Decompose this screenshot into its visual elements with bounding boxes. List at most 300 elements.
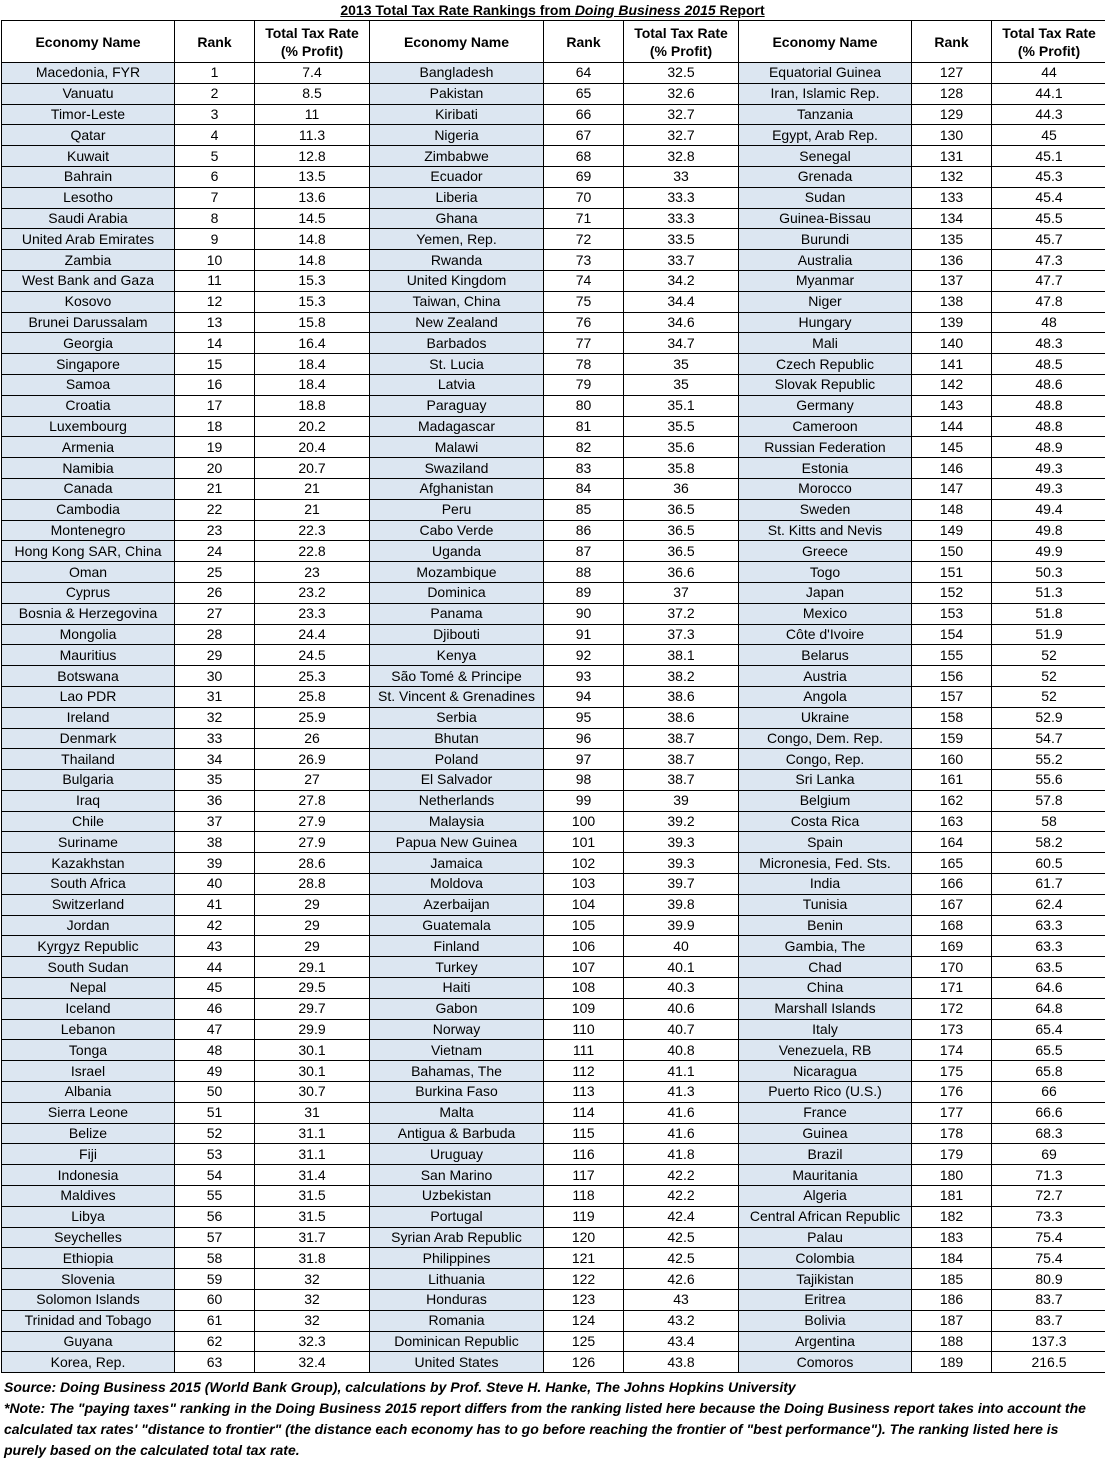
economy-name-cell: Maldives — [2, 1186, 175, 1207]
tax-rate-cell: 18.8 — [255, 395, 370, 416]
tax-rate-cell: 29.9 — [255, 1019, 370, 1040]
tax-rate-cell: 66 — [992, 1082, 1105, 1103]
tax-rate-cell: 39.3 — [624, 853, 739, 874]
economy-name-cell: Cameroon — [739, 416, 912, 437]
rank-cell: 94 — [544, 686, 624, 707]
rank-cell: 71 — [544, 208, 624, 229]
economy-name-cell: South Sudan — [2, 957, 175, 978]
tax-rate-cell: 44 — [992, 63, 1105, 84]
economy-name-cell: Malta — [370, 1102, 544, 1123]
economy-name-cell: Nigeria — [370, 125, 544, 146]
rank-cell: 11 — [175, 270, 255, 291]
rank-cell: 91 — [544, 624, 624, 645]
rank-cell: 36 — [175, 790, 255, 811]
tax-rate-cell: 65.5 — [992, 1040, 1105, 1061]
header-rank: Rank — [544, 21, 624, 63]
tax-rate-cell: 35 — [624, 354, 739, 375]
header-economy-name: Economy Name — [370, 21, 544, 63]
economy-name-cell: Macedonia, FYR — [2, 63, 175, 84]
economy-name-cell: Netherlands — [370, 790, 544, 811]
rank-cell: 95 — [544, 707, 624, 728]
economy-name-cell: Cyprus — [2, 582, 175, 603]
header-rate-line2: (% Profit) — [649, 42, 713, 59]
economy-name-cell: Bahrain — [2, 166, 175, 187]
economy-name-cell: Armenia — [2, 437, 175, 458]
table-row — [2, 707, 1105, 728]
tax-rate-cell: 20.7 — [255, 458, 370, 479]
economy-name-cell: Syrian Arab Republic — [370, 1227, 544, 1248]
table-row — [2, 125, 1105, 146]
tax-rate-cell: 52.9 — [992, 707, 1105, 728]
economy-name-cell: Estonia — [739, 458, 912, 479]
economy-name-cell: Iran, Islamic Rep. — [739, 83, 912, 104]
rank-cell: 173 — [912, 1019, 992, 1040]
rank-cell: 21 — [175, 478, 255, 499]
tax-rate-cell: 39 — [624, 790, 739, 811]
tax-rate-cell: 22.8 — [255, 541, 370, 562]
economy-name-cell: Zimbabwe — [370, 146, 544, 167]
tax-rate-cell: 18.4 — [255, 374, 370, 395]
economy-name-cell: France — [739, 1102, 912, 1123]
rank-cell: 75 — [544, 291, 624, 312]
tax-rate-cell: 51.3 — [992, 582, 1105, 603]
header-rate-line1: Total Tax Rate — [634, 24, 728, 41]
table-row — [2, 146, 1105, 167]
table-body — [2, 63, 1105, 1373]
table-row — [2, 1206, 1105, 1227]
table-row — [2, 811, 1105, 832]
economy-name-cell: Bolivia — [739, 1310, 912, 1331]
rank-cell: 44 — [175, 957, 255, 978]
economy-name-cell: Tanzania — [739, 104, 912, 125]
table-row — [2, 998, 1105, 1019]
tax-rate-table — [1, 20, 1105, 1373]
economy-name-cell: Finland — [370, 936, 544, 957]
rank-cell: 102 — [544, 853, 624, 874]
economy-name-cell: Rwanda — [370, 250, 544, 271]
tax-rate-cell: 29.5 — [255, 978, 370, 999]
tax-rate-cell: 48.8 — [992, 416, 1105, 437]
economy-name-cell: Australia — [739, 250, 912, 271]
footnotes — [4, 1377, 1099, 1461]
tax-rate-cell: 35.6 — [624, 437, 739, 458]
rank-cell: 23 — [175, 520, 255, 541]
tax-rate-cell: 40.6 — [624, 998, 739, 1019]
tax-rate-cell: 43.4 — [624, 1331, 739, 1352]
economy-name-cell: Gambia, The — [739, 936, 912, 957]
rank-cell: 150 — [912, 541, 992, 562]
tax-rate-cell: 29.7 — [255, 998, 370, 1019]
economy-name-cell: Swaziland — [370, 458, 544, 479]
rank-cell: 58 — [175, 1248, 255, 1269]
tax-rate-cell: 75.4 — [992, 1248, 1105, 1269]
rank-cell: 16 — [175, 374, 255, 395]
economy-name-cell: Brunei Darussalam — [2, 312, 175, 333]
table-row — [2, 541, 1105, 562]
tax-rate-cell: 52 — [992, 645, 1105, 666]
economy-name-cell: Solomon Islands — [2, 1290, 175, 1311]
tax-rate-cell: 31.5 — [255, 1206, 370, 1227]
economy-name-cell: Algeria — [739, 1186, 912, 1207]
economy-name-cell: Suriname — [2, 832, 175, 853]
economy-name-cell: Trinidad and Tobago — [2, 1310, 175, 1331]
rank-cell: 69 — [544, 166, 624, 187]
rank-cell: 100 — [544, 811, 624, 832]
rank-cell: 38 — [175, 832, 255, 853]
tax-rate-cell: 20.2 — [255, 416, 370, 437]
tax-rate-cell: 41.6 — [624, 1102, 739, 1123]
header-total-tax-rate — [624, 21, 739, 63]
economy-name-cell: Argentina — [739, 1331, 912, 1352]
rank-cell: 60 — [175, 1290, 255, 1311]
rank-cell: 106 — [544, 936, 624, 957]
table-row — [2, 1123, 1105, 1144]
rank-cell: 144 — [912, 416, 992, 437]
rank-cell: 105 — [544, 915, 624, 936]
rank-cell: 161 — [912, 770, 992, 791]
economy-name-cell: Burundi — [739, 229, 912, 250]
table-row — [2, 936, 1105, 957]
table-row — [2, 416, 1105, 437]
tax-rate-cell: 31.1 — [255, 1123, 370, 1144]
tax-rate-cell: 58 — [992, 811, 1105, 832]
economy-name-cell: Liberia — [370, 187, 544, 208]
economy-name-cell: United Kingdom — [370, 270, 544, 291]
tax-rate-cell: 41.1 — [624, 1061, 739, 1082]
economy-name-cell: Micronesia, Fed. Sts. — [739, 853, 912, 874]
rank-cell: 155 — [912, 645, 992, 666]
economy-name-cell: Nicaragua — [739, 1061, 912, 1082]
tax-rate-cell: 40.7 — [624, 1019, 739, 1040]
table-row — [2, 1290, 1105, 1311]
economy-name-cell: Sweden — [739, 499, 912, 520]
economy-name-cell: Azerbaijan — [370, 894, 544, 915]
rank-cell: 20 — [175, 458, 255, 479]
rank-cell: 172 — [912, 998, 992, 1019]
tax-rate-cell: 66.6 — [992, 1102, 1105, 1123]
table-row — [2, 582, 1105, 603]
tax-rate-cell: 42.5 — [624, 1248, 739, 1269]
tax-rate-cell: 45 — [992, 125, 1105, 146]
rank-cell: 43 — [175, 936, 255, 957]
rank-cell: 158 — [912, 707, 992, 728]
economy-name-cell: Barbados — [370, 333, 544, 354]
economy-name-cell: Equatorial Guinea — [739, 63, 912, 84]
economy-name-cell: Togo — [739, 562, 912, 583]
tax-rate-cell: 40 — [624, 936, 739, 957]
rank-cell: 99 — [544, 790, 624, 811]
tax-rate-cell: 15.8 — [255, 312, 370, 333]
tax-rate-cell: 83.7 — [992, 1290, 1105, 1311]
rank-cell: 188 — [912, 1331, 992, 1352]
table-row — [2, 208, 1105, 229]
header-rate-line2: (% Profit) — [1017, 42, 1081, 59]
rank-cell: 30 — [175, 666, 255, 687]
economy-name-cell: Slovak Republic — [739, 374, 912, 395]
table-row — [2, 1144, 1105, 1165]
tax-rate-cell: 68.3 — [992, 1123, 1105, 1144]
economy-name-cell: Bahamas, The — [370, 1061, 544, 1082]
table-row — [2, 83, 1105, 104]
economy-name-cell: Antigua & Barbuda — [370, 1123, 544, 1144]
rank-cell: 136 — [912, 250, 992, 271]
rank-cell: 97 — [544, 749, 624, 770]
tax-rate-cell: 11 — [255, 104, 370, 125]
header-rank: Rank — [175, 21, 255, 63]
economy-name-cell: Angola — [739, 686, 912, 707]
economy-name-cell: Kyrgyz Republic — [2, 936, 175, 957]
rank-cell: 80 — [544, 395, 624, 416]
rank-cell: 92 — [544, 645, 624, 666]
economy-name-cell: Latvia — [370, 374, 544, 395]
economy-name-cell: Mongolia — [2, 624, 175, 645]
rank-cell: 120 — [544, 1227, 624, 1248]
tax-rate-cell: 42.4 — [624, 1206, 739, 1227]
rank-cell: 52 — [175, 1123, 255, 1144]
tax-rate-cell: 42.2 — [624, 1165, 739, 1186]
tax-rate-cell: 49.9 — [992, 541, 1105, 562]
rank-cell: 88 — [544, 562, 624, 583]
rank-cell: 39 — [175, 853, 255, 874]
rank-cell: 73 — [544, 250, 624, 271]
rank-cell: 122 — [544, 1269, 624, 1290]
tax-rate-cell: 8.5 — [255, 83, 370, 104]
tax-rate-cell: 48 — [992, 312, 1105, 333]
economy-name-cell: United Arab Emirates — [2, 229, 175, 250]
rank-cell: 64 — [544, 63, 624, 84]
table-row — [2, 728, 1105, 749]
tax-rate-cell: 43 — [624, 1290, 739, 1311]
rank-cell: 143 — [912, 395, 992, 416]
tax-rate-cell: 45.7 — [992, 229, 1105, 250]
tax-rate-cell: 63.3 — [992, 936, 1105, 957]
tax-rate-cell: 69 — [992, 1144, 1105, 1165]
rank-cell: 25 — [175, 562, 255, 583]
tax-rate-cell: 137.3 — [992, 1331, 1105, 1352]
table-row — [2, 437, 1105, 458]
tax-rate-cell: 36.5 — [624, 520, 739, 541]
economy-name-cell: Croatia — [2, 395, 175, 416]
table-row — [2, 562, 1105, 583]
rank-cell: 90 — [544, 603, 624, 624]
tax-rate-cell: 15.3 — [255, 270, 370, 291]
table-row — [2, 291, 1105, 312]
rank-cell: 127 — [912, 63, 992, 84]
tax-rate-cell: 60.5 — [992, 853, 1105, 874]
tax-rate-cell: 45.3 — [992, 166, 1105, 187]
economy-name-cell: Kuwait — [2, 146, 175, 167]
economy-name-cell: Belgium — [739, 790, 912, 811]
rank-cell: 115 — [544, 1123, 624, 1144]
rank-cell: 156 — [912, 666, 992, 687]
table-row — [2, 250, 1105, 271]
rank-cell: 78 — [544, 354, 624, 375]
rank-cell: 189 — [912, 1352, 992, 1373]
rank-cell: 171 — [912, 978, 992, 999]
tax-rate-cell: 29 — [255, 936, 370, 957]
tax-rate-cell: 63.3 — [992, 915, 1105, 936]
economy-name-cell: Sudan — [739, 187, 912, 208]
rank-cell: 108 — [544, 978, 624, 999]
tax-rate-cell: 49.4 — [992, 499, 1105, 520]
tax-rate-cell: 45.5 — [992, 208, 1105, 229]
tax-rate-cell: 27 — [255, 770, 370, 791]
economy-name-cell: Afghanistan — [370, 478, 544, 499]
table-row — [2, 770, 1105, 791]
tax-rate-cell: 49.3 — [992, 458, 1105, 479]
economy-name-cell: Uganda — [370, 541, 544, 562]
economy-name-cell: Belarus — [739, 645, 912, 666]
rank-cell: 119 — [544, 1206, 624, 1227]
economy-name-cell: Egypt, Arab Rep. — [739, 125, 912, 146]
tax-rate-cell: 48.9 — [992, 437, 1105, 458]
tax-rate-cell: 61.7 — [992, 874, 1105, 895]
rank-cell: 121 — [544, 1248, 624, 1269]
economy-name-cell: Singapore — [2, 354, 175, 375]
rank-cell: 24 — [175, 541, 255, 562]
rank-cell: 83 — [544, 458, 624, 479]
economy-name-cell: Russian Federation — [739, 437, 912, 458]
economy-name-cell: Kenya — [370, 645, 544, 666]
rank-cell: 72 — [544, 229, 624, 250]
economy-name-cell: Denmark — [2, 728, 175, 749]
table-row — [2, 853, 1105, 874]
tax-rate-cell: 26 — [255, 728, 370, 749]
rank-cell: 47 — [175, 1019, 255, 1040]
rank-cell: 82 — [544, 437, 624, 458]
tax-rate-cell: 7.4 — [255, 63, 370, 84]
tax-rate-cell: 33.3 — [624, 187, 739, 208]
economy-name-cell: Lao PDR — [2, 686, 175, 707]
tax-rate-cell: 45.4 — [992, 187, 1105, 208]
economy-name-cell: Germany — [739, 395, 912, 416]
tax-rate-cell: 21 — [255, 499, 370, 520]
rank-cell: 107 — [544, 957, 624, 978]
economy-name-cell: Jamaica — [370, 853, 544, 874]
rank-cell: 132 — [912, 166, 992, 187]
economy-name-cell: Colombia — [739, 1248, 912, 1269]
table-row — [2, 63, 1105, 84]
economy-name-cell: Belize — [2, 1123, 175, 1144]
table-row — [2, 499, 1105, 520]
tax-rate-cell: 51.9 — [992, 624, 1105, 645]
rank-cell: 65 — [544, 83, 624, 104]
tax-rate-cell: 36.5 — [624, 541, 739, 562]
rank-cell: 33 — [175, 728, 255, 749]
tax-rate-cell: 43.8 — [624, 1352, 739, 1373]
rank-cell: 19 — [175, 437, 255, 458]
rank-cell: 96 — [544, 728, 624, 749]
tax-rate-cell: 27.9 — [255, 832, 370, 853]
economy-name-cell: Thailand — [2, 749, 175, 770]
header-rate-line1: Total Tax Rate — [1002, 24, 1096, 41]
rank-cell: 154 — [912, 624, 992, 645]
economy-name-cell: Cambodia — [2, 499, 175, 520]
tax-rate-cell: 38.7 — [624, 749, 739, 770]
economy-name-cell: Guinea-Bissau — [739, 208, 912, 229]
rank-cell: 98 — [544, 770, 624, 791]
tax-rate-cell: 52 — [992, 666, 1105, 687]
rank-cell: 133 — [912, 187, 992, 208]
tax-rate-cell: 32 — [255, 1310, 370, 1331]
economy-name-cell: Turkey — [370, 957, 544, 978]
header-row — [2, 21, 1105, 63]
table-row — [2, 1331, 1105, 1352]
economy-name-cell: Bangladesh — [370, 63, 544, 84]
economy-name-cell: Taiwan, China — [370, 291, 544, 312]
tax-rate-cell: 42.6 — [624, 1269, 739, 1290]
economy-name-cell: Norway — [370, 1019, 544, 1040]
tax-rate-cell: 37 — [624, 582, 739, 603]
table-row — [2, 915, 1105, 936]
table-row — [2, 957, 1105, 978]
tax-rate-cell: 24.4 — [255, 624, 370, 645]
economy-name-cell: Romania — [370, 1310, 544, 1331]
economy-name-cell: Comoros — [739, 1352, 912, 1373]
rank-cell: 165 — [912, 853, 992, 874]
tax-rate-cell: 11.3 — [255, 125, 370, 146]
tax-rate-cell: 36.6 — [624, 562, 739, 583]
table-row — [2, 354, 1105, 375]
economy-name-cell: Guyana — [2, 1331, 175, 1352]
tax-rate-cell: 34.2 — [624, 270, 739, 291]
economy-name-cell: Iceland — [2, 998, 175, 1019]
rank-cell: 128 — [912, 83, 992, 104]
rank-cell: 45 — [175, 978, 255, 999]
rank-cell: 35 — [175, 770, 255, 791]
rank-cell: 134 — [912, 208, 992, 229]
economy-name-cell: Chile — [2, 811, 175, 832]
rank-cell: 101 — [544, 832, 624, 853]
rank-cell: 59 — [175, 1269, 255, 1290]
tax-rate-cell: 38.6 — [624, 686, 739, 707]
tax-rate-cell: 38.7 — [624, 770, 739, 791]
tax-rate-cell: 72.7 — [992, 1186, 1105, 1207]
economy-name-cell: Grenada — [739, 166, 912, 187]
tax-rate-cell: 44.1 — [992, 83, 1105, 104]
economy-name-cell: El Salvador — [370, 770, 544, 791]
economy-name-cell: Seychelles — [2, 1227, 175, 1248]
rank-cell: 5 — [175, 146, 255, 167]
economy-name-cell: Djibouti — [370, 624, 544, 645]
table-row — [2, 624, 1105, 645]
tax-rate-cell: 65.4 — [992, 1019, 1105, 1040]
table-row — [2, 374, 1105, 395]
tax-rate-cell: 28.8 — [255, 874, 370, 895]
economy-name-cell: Dominica — [370, 582, 544, 603]
rank-cell: 62 — [175, 1331, 255, 1352]
tax-rate-cell: 63.5 — [992, 957, 1105, 978]
economy-name-cell: Brazil — [739, 1144, 912, 1165]
rank-cell: 125 — [544, 1331, 624, 1352]
economy-name-cell: Czech Republic — [739, 354, 912, 375]
tax-rate-cell: 26.9 — [255, 749, 370, 770]
tax-rate-cell: 41.8 — [624, 1144, 739, 1165]
economy-name-cell: Tunisia — [739, 894, 912, 915]
table-row — [2, 520, 1105, 541]
rank-cell: 51 — [175, 1102, 255, 1123]
table-row — [2, 187, 1105, 208]
economy-name-cell: Saudi Arabia — [2, 208, 175, 229]
header-rank: Rank — [912, 21, 992, 63]
title-prefix: 2013 Total Tax Rate Rankings from — [340, 2, 575, 18]
tax-rate-cell: 27.9 — [255, 811, 370, 832]
economy-name-cell: Haiti — [370, 978, 544, 999]
tax-rate-cell: 23.2 — [255, 582, 370, 603]
rank-cell: 103 — [544, 874, 624, 895]
tax-rate-cell: 45.1 — [992, 146, 1105, 167]
rank-cell: 177 — [912, 1102, 992, 1123]
